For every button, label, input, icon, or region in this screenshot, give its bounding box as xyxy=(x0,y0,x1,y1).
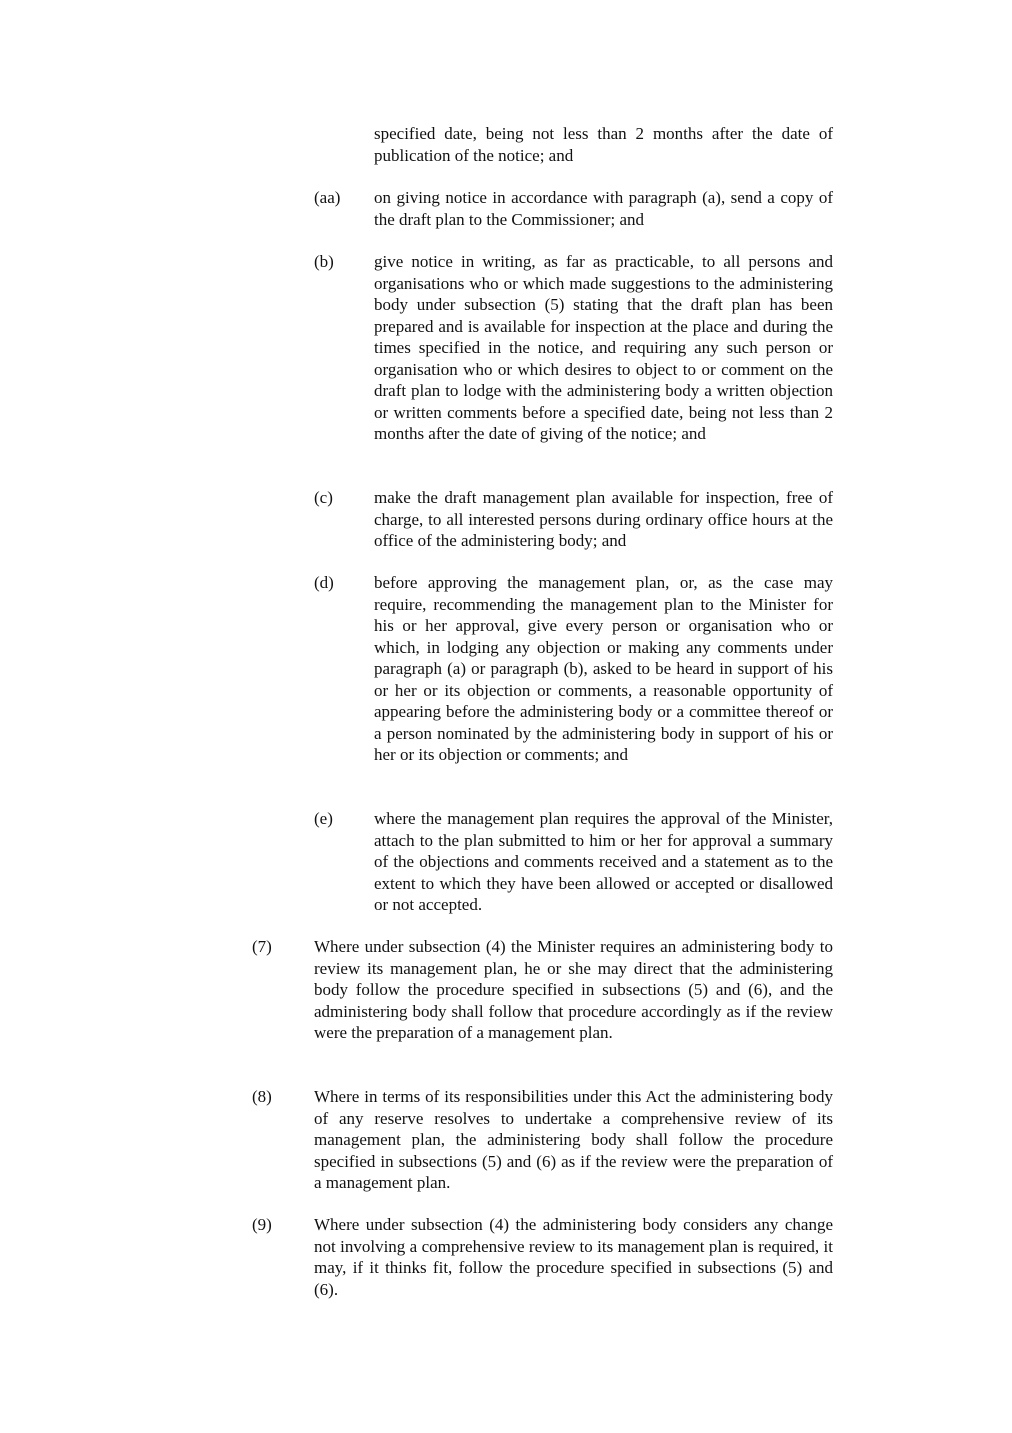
paragraph-label: (c) xyxy=(314,488,333,507)
paragraph-label: (b) xyxy=(314,252,334,271)
subsection-text: Where in terms of its responsibilities under this Act the administering body of any reserve resolves to undertake a comprehensive review of its management plan, the administering body shall follow the procedure specified in subsections (5) and (6) as if the review were the preparation of a management plan. xyxy=(314,1087,833,1192)
paragraph-text: specified date, being not less than 2 months after the date of publication of the notice; and xyxy=(374,124,833,165)
paragraph-label: (e) xyxy=(314,809,333,828)
paragraph-text: before approving the management plan, or, as the case may require, recommending the management plan to the Minister for his or her approval, give every person or organisation who or which, in lodging any objection or making any comments under paragraph (a) or paragraph (b), asked to be heard in support of his or her or its objection or comments, a reasonable opportunity of appearing before the administering body or a committee thereof or a person nominated by the administering body in support of his or her or its objection or comments; and xyxy=(374,573,833,764)
subsection-label: (8) xyxy=(252,1087,272,1106)
paragraph-text: make the draft management plan available for inspection, free of charge, to all interested persons during ordinary office hours at the office of the administering body; and xyxy=(374,488,833,550)
paragraph-text: on giving notice in accordance with paragraph (a), send a copy of the draft plan to the Commissioner; and xyxy=(374,188,833,229)
subsection-label: (7) xyxy=(252,937,272,956)
paragraph-text: give notice in writing, as far as practicable, to all persons and organisations who or which made suggestions to the administering body under subsection (5) stating that the draft plan has been prepared and is available for inspection at the place and during the times specified in the notice, and requiring any such person or organisation who or which desires to object to or comment on the draft plan to lodge with the administering body a written objection or written comments before a specified date, being not less than 2 months after the date of giving of the notice; and xyxy=(374,252,833,443)
subsection-text: Where under subsection (4) the administering body considers any change not involving a comprehensive review to its management plan is required, it may, if it thinks fit, follow the procedure specified in subsections (5) and (6). xyxy=(314,1215,833,1299)
paragraph-label: (d) xyxy=(314,573,334,592)
subsection-text: Where under subsection (4) the Minister requires an administering body to review its management plan, he or she may direct that the administering body follow the procedure specified in subsections (5) and (6), and the administering body shall follow that procedure accordingly as if the review were the preparation of a management plan. xyxy=(314,937,833,1042)
subsection-label: (9) xyxy=(252,1215,272,1234)
paragraph-label: (aa) xyxy=(314,188,341,207)
paragraph-text: where the management plan requires the approval of the Minister, attach to the plan submitted to him or her for approval a summary of the objections and comments received and a statement as to the extent to which they have been allowed or accepted or disallowed or not accepted. xyxy=(374,809,833,914)
